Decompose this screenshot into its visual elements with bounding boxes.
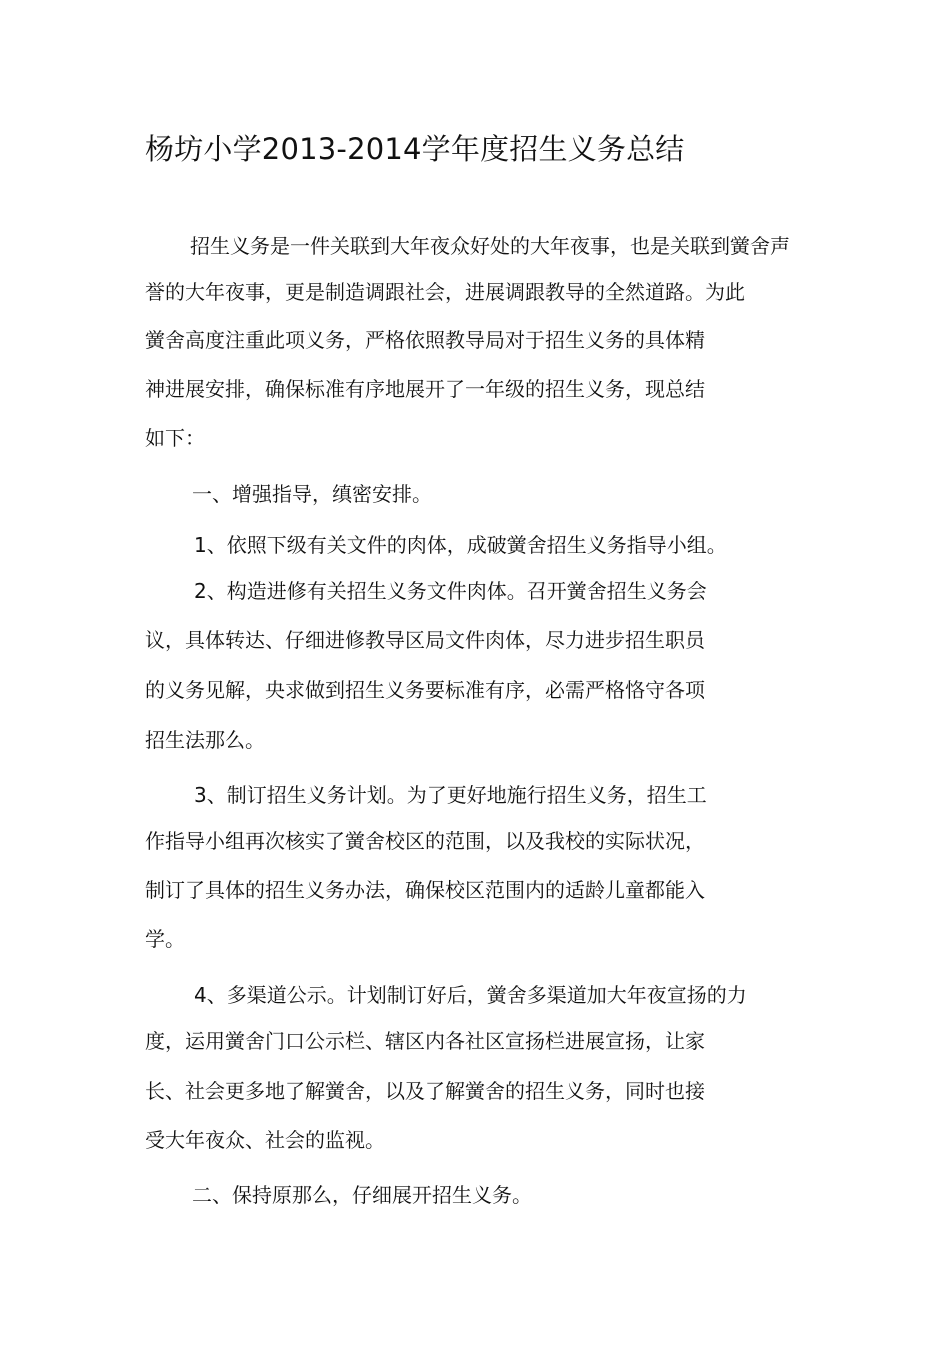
paragraph-line: 如下： bbox=[145, 426, 205, 450]
paragraph-line: 的义务见解，央求做到招生义务要标准有序，必需严格恪守各项 bbox=[145, 678, 705, 702]
paragraph-line: 誉的大年夜事，更是制造调跟社会，进展调跟教导的全然道路。为此 bbox=[145, 280, 745, 304]
paragraph-line: 长、社会更多地了解黉舍，以及了解黉舍的招生义务，同时也接 bbox=[145, 1079, 705, 1103]
section-heading: 一、增强指导，缜密安排。 bbox=[192, 482, 432, 506]
paragraph-line: 神进展安排，确保标准有序地展开了一年级的招生义务，现总结 bbox=[145, 377, 705, 401]
paragraph-line: 度，运用黉舍门口公示栏、辖区内各社区宣扬栏进展宣扬，让家 bbox=[145, 1029, 705, 1053]
paragraph-line: 招生法那么。 bbox=[145, 728, 265, 752]
section-heading: 二、保持原那么，仔细展开招生义务。 bbox=[192, 1183, 532, 1207]
paragraph-line: 受大年夜众、社会的监视。 bbox=[145, 1128, 385, 1152]
document-title: 杨坊小学2013-2014学年度招生义务总结 bbox=[145, 132, 685, 166]
paragraph-line: 议，具体转达、仔细进修教导区局文件肉体，尽力进步招生职员 bbox=[145, 628, 705, 652]
paragraph-line: 作指导小组再次核实了黉舍校区的范围，以及我校的实际状况， bbox=[145, 829, 705, 853]
paragraph-line: 3、制订招生义务计划。为了更好地施行招生义务，招生工 bbox=[194, 783, 707, 807]
paragraph-line: 黉舍高度注重此项义务，严格依照教导局对于招生义务的具体精 bbox=[145, 328, 705, 352]
paragraph-line: 招生义务是一件关联到大年夜众好处的大年夜事，也是关联到黉舍声 bbox=[190, 234, 790, 258]
paragraph-line: 4、多渠道公示。计划制订好后，黉舍多渠道加大年夜宣扬的力 bbox=[194, 983, 747, 1007]
paragraph-line: 2、构造进修有关招生义务文件肉体。召开黉舍招生义务会 bbox=[194, 579, 707, 603]
paragraph-line: 1、依照下级有关文件的肉体，成破黉舍招生义务指导小组。 bbox=[194, 533, 727, 557]
paragraph-line: 制订了具体的招生义务办法，确保校区范围内的适龄儿童都能入 bbox=[145, 878, 705, 902]
paragraph-line: 学。 bbox=[145, 927, 185, 951]
